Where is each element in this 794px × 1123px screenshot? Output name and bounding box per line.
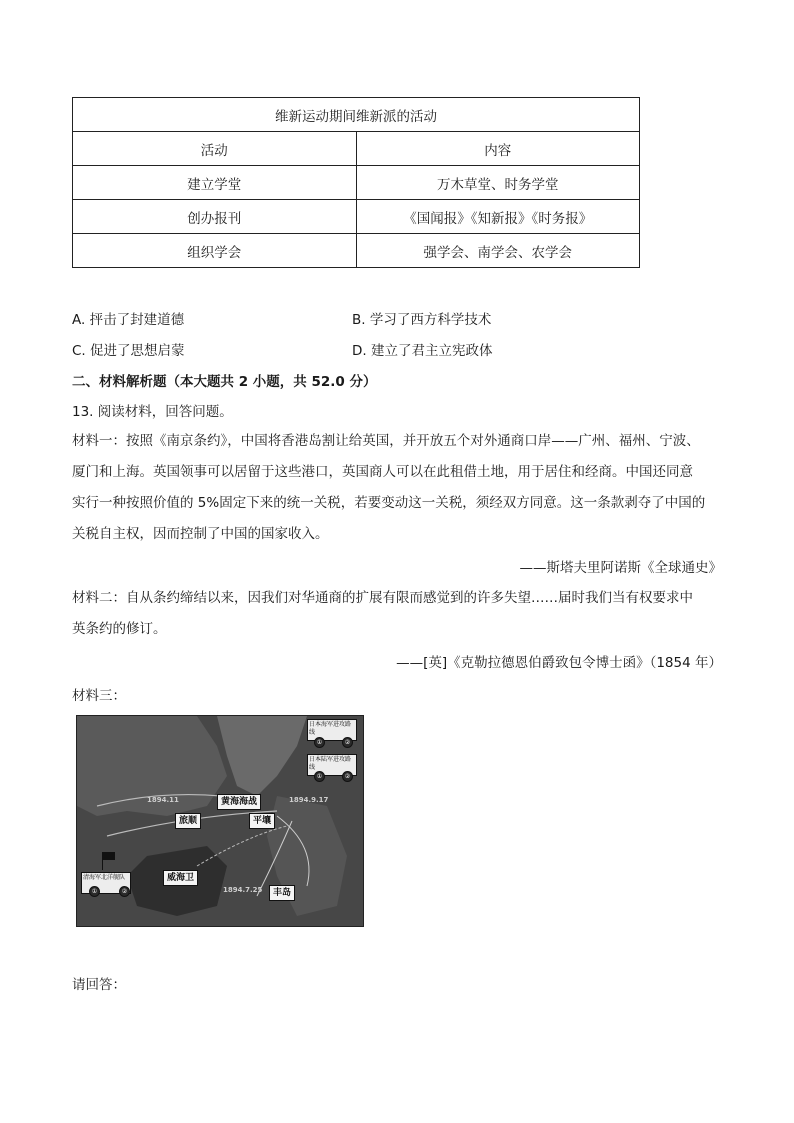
- material-one-line: 材料一：按照《南京条约》，中国将香港岛割让给英国，并开放五个对外通商口岸——广州、福州、宁波、: [72, 433, 700, 449]
- section-heading: 二、材料解析题（本大题共 2 小题，共 52.0 分）: [72, 374, 377, 390]
- table-row: [73, 166, 640, 200]
- material-two-line: 材料二：自从条约缔结以来，因我们对华通商的扩展有限而感觉到的许多失望……届时我们当有权要求中: [72, 590, 693, 606]
- question-intro: 13. 阅读材料，回答问题。: [72, 404, 233, 420]
- table-row: [73, 200, 640, 234]
- map-label-pingrang: 平壤: [249, 813, 275, 829]
- table-header-activity: 活动: [73, 132, 357, 166]
- material-two: [72, 583, 732, 645]
- map-date: 1894.11: [147, 796, 179, 804]
- material-two-line: 英条约的修订。: [72, 621, 167, 637]
- activities-table: [72, 97, 640, 268]
- legend-marker: ①: [314, 771, 325, 782]
- legend-label: 日本海军进攻路线: [309, 721, 352, 736]
- table-header-content: 内容: [356, 132, 640, 166]
- flag-icon: [103, 852, 115, 860]
- table-row: [73, 234, 640, 268]
- table-cell: 建立学堂: [73, 166, 357, 200]
- material-two-source: ——[英]《克勒拉德恩伯爵致包令博士函》（1854 年）: [396, 655, 722, 671]
- map-label-fengdao: 丰岛: [269, 885, 295, 901]
- table-cell: 《国闻报》《知新报》《时务报》: [356, 200, 640, 234]
- map-date: 1894.7.25: [223, 886, 263, 894]
- material-one-line: 实行一种按照价值的 5%固定下来的统一关税，若要变动这一关税，须经双方同意。这一条款剥夺了中国的: [72, 495, 706, 511]
- legend-label: 清海军北洋舰队: [83, 874, 126, 881]
- material-one-line: 关税自主权，因而控制了中国的国家收入。: [72, 526, 329, 542]
- map-label-yellow-sea: 黄海海战: [217, 794, 261, 810]
- map-date: 1894.9.17: [289, 796, 329, 804]
- material-one: [72, 426, 732, 550]
- legend-marker: ②: [342, 737, 353, 748]
- legend-marker: ①: [314, 737, 325, 748]
- legend-marker: ①: [89, 886, 100, 897]
- war-map: [76, 715, 364, 927]
- legend-marker: ②: [119, 886, 130, 897]
- option-c: C. 促进了思想启蒙: [72, 343, 185, 359]
- material-one-line: 厦门和上海。英国领事可以居留于这些港口，英国商人可以在此租借土地，用于居住和经商。中国还同意: [72, 464, 693, 480]
- legend-marker: ②: [342, 771, 353, 782]
- table-cell: 创办报刊: [73, 200, 357, 234]
- table-title: 维新运动期间维新派的活动: [73, 98, 640, 132]
- option-d: D. 建立了君主立宪政体: [352, 343, 493, 359]
- table-cell: 强学会、南学会、农学会: [356, 234, 640, 268]
- table-cell: 万木草堂、时务学堂: [356, 166, 640, 200]
- table-cell: 组织学会: [73, 234, 357, 268]
- option-b: B. 学习了西方科学技术: [352, 312, 492, 328]
- option-a: A. 抨击了封建道德: [72, 312, 185, 328]
- map-label-lushun: 旅顺: [175, 813, 201, 829]
- legend-label: 日本陆军进攻路线: [309, 756, 352, 771]
- answer-prompt: 请回答：: [72, 977, 126, 993]
- map-label-weihaiwei: 威海卫: [163, 870, 198, 886]
- material-one-source: ——斯塔夫里阿诺斯《全球通史》: [519, 560, 722, 576]
- material-three-label: 材料三：: [72, 688, 126, 704]
